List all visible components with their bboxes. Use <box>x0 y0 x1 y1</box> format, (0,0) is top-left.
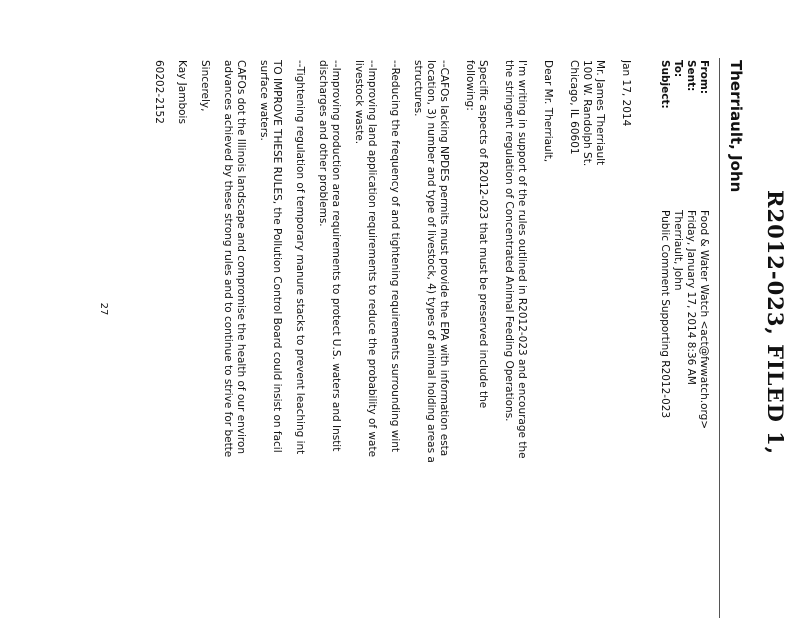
point-line: livestock waste. <box>353 60 365 145</box>
letter-body <box>152 60 632 618</box>
header-divider <box>719 58 720 618</box>
point-line: --Reducing the frequency of and tightening requirements surrounding wint <box>389 60 401 453</box>
header-row-to <box>671 60 684 618</box>
header-label: Subject: <box>659 60 671 109</box>
email-header <box>658 60 710 618</box>
intro-line: I'm writing in support of the rules outlined in R2012-023 and encourage the <box>516 60 528 459</box>
point-line: --CAFOs lacking NPDES permits must provide the EPA with information esta <box>438 60 450 457</box>
signer-zip: 60202-2152 <box>153 60 165 124</box>
improve-line: TO IMPROVE THESE RULES, the Pollution Control Board could insist on facil <box>271 60 283 453</box>
point-line: location, 3) number and type of livestock, 4) types of animal holding areas a <box>425 60 437 463</box>
header-row-subject <box>658 60 671 618</box>
header-value: Friday, January 17, 2014 8:36 AM <box>685 210 697 385</box>
header-label: Sent: <box>685 60 697 92</box>
signoff: Sincerely, <box>199 60 211 112</box>
closing-line: advances achieved by these strong rules and to continue to strive for bette <box>222 60 234 458</box>
specific-line: following: <box>464 60 476 111</box>
improve-line: surface waters. <box>258 60 270 141</box>
header-label: To: <box>672 60 684 78</box>
point-line: --Improving production area requirements to protect U.S. waters and Instit <box>330 60 342 452</box>
specific-line: Specific aspects of R2012-023 that must be preserved include the <box>477 60 489 409</box>
salutation: Dear Mr. Therriault, <box>542 60 554 163</box>
closing-line: CAFOs dot the Illinois landscape and compromise the health of our environ <box>235 60 247 455</box>
point-line: --Improving land application requirements to reduce the probability of wate <box>366 60 378 458</box>
signer-name: Kay Jambois <box>176 60 188 124</box>
point-line: discharges and other problems. <box>317 60 329 227</box>
header-row-from <box>697 60 710 618</box>
point-line: structures. <box>412 60 424 117</box>
header-value: Public Comment Supporting R2012-023 <box>659 210 671 419</box>
address-line: Chicago, IL 60601 <box>568 60 580 155</box>
header-value: Therriault, John <box>672 210 684 291</box>
sender-name: Therriault, John <box>727 60 745 193</box>
header-label: From: <box>698 60 710 95</box>
address-line: 100 W. Randolph St. <box>581 60 593 167</box>
filing-stamp: R2012-023, FILED 1, <box>763 190 788 456</box>
header-row-sent <box>684 60 697 618</box>
address-line: Mr. James Therriault <box>594 60 606 166</box>
intro-line: the stringent regulation of Concentrated Animal Feeding Operations. <box>503 60 515 422</box>
point-line: --Tightening regulation of temporary manure stacks to prevent leaching int <box>294 60 306 455</box>
header-value: Food & Water Watch <act@fwwatch.org> <box>698 210 710 430</box>
letter-date: Jan 17, 2014 <box>620 60 632 127</box>
page-number: 27 <box>98 302 109 316</box>
